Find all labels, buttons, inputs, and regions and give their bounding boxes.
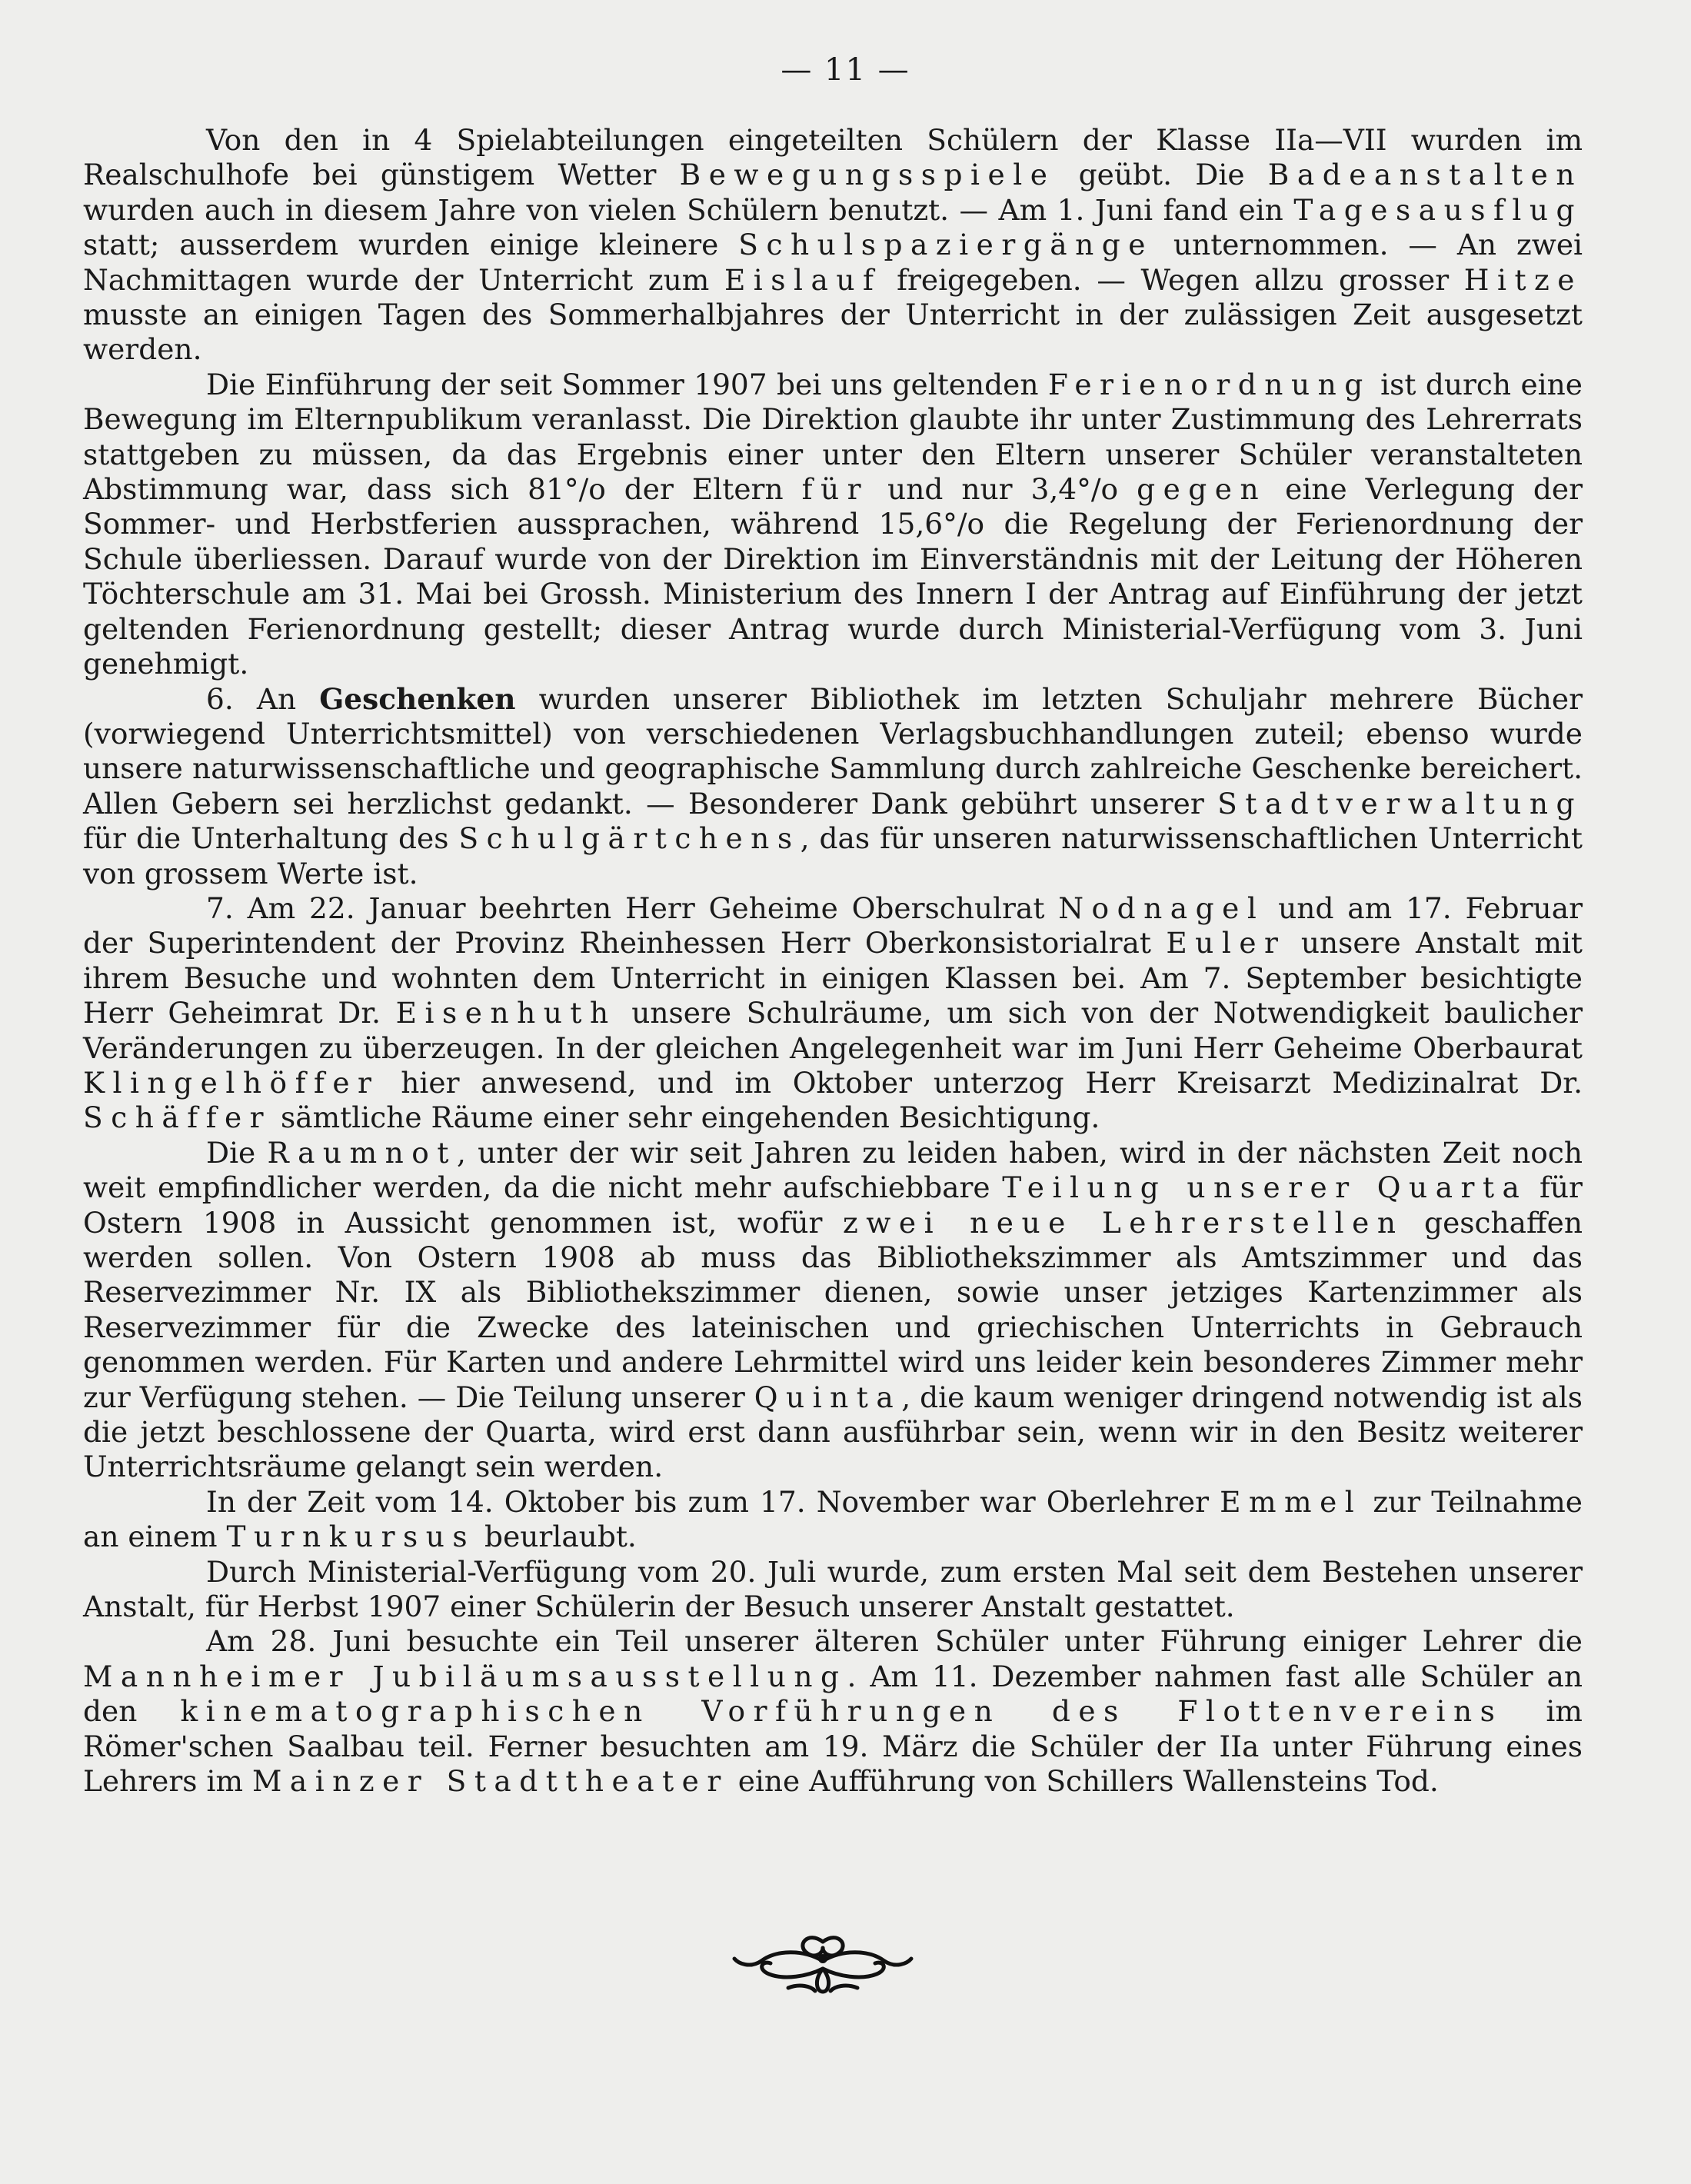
text-run: Am 28. Juni besuchte ein Teil unserer älteren Schüler unter Führung einiger Lehrer die — [206, 1624, 1583, 1659]
text-run: musste an einigen Tagen des Sommerhalbjahres der Unterricht in der zulässigen Zeit ausgesetzt werden. — [83, 298, 1583, 367]
page-number: — 11 — — [781, 52, 910, 88]
text-run: unsere Anstalt mit ihrem Besuche und wohnten dem Unterricht in einigen Klassen bei. Am 7. September besichtigte Herr Geheimrat Dr. — [83, 926, 1583, 1030]
spaced-emphasis: Schulgärtchens — [458, 821, 801, 856]
spaced-emphasis: Schulspaziergänge — [738, 228, 1153, 262]
text-run: Die — [206, 1135, 268, 1170]
text-run: für Ostern 1908 in Aussicht genommen ist, wofür — [83, 1170, 1583, 1240]
text-run: wurden unserer Bibliothek im letzten Schuljahr mehrere Bücher (vorwiegend Unterrichtsmittel) von verschiedenen Verlagsbuchhandlungen zuteil; ebenso wurde unsere naturwissenschaftliche und geographische Sammlung durch zahlreiche Geschenke bereichert. Allen Gebern sei herzlichst gedankt. — Besonderer Dank gebührt unserer — [83, 681, 1583, 821]
spaced-emphasis: Hitze — [1463, 262, 1583, 297]
spaced-emphasis: Euler — [1166, 926, 1287, 960]
text-run: . Am 11. Dezember nahmen fast alle Schüler an den — [83, 1659, 1583, 1729]
text-run: wurden auch in diesem Jahre von vielen Schülern benutzt. — Am 1. Juni fand ein — [83, 192, 1294, 227]
text-run: Von den in 4 Spielabteilungen eingeteilten Schülern der Klasse IIa—VII wurden im Realschulhofe bei günstigem Wetter — [83, 123, 1583, 192]
spaced-emphasis: Turnkursus — [226, 1520, 476, 1554]
spaced-emphasis: kinematographischen Vorführungen des Flottenvereins — [180, 1694, 1503, 1729]
text-run: 7. Am 22. Januar beehrten Herr Geheime Oberschulrat — [206, 891, 1059, 925]
spaced-emphasis: Bewegungsspiele — [679, 158, 1056, 192]
text-run: für die Unterhaltung des — [83, 821, 459, 856]
spaced-emphasis: Klingelhöffer — [83, 1065, 380, 1100]
paragraph — [83, 1624, 1583, 1799]
spaced-emphasis: Mannheimer Jubiläumsausstellung — [83, 1659, 847, 1693]
spaced-emphasis: Emmel — [1220, 1484, 1363, 1519]
paragraph — [83, 123, 1583, 368]
spaced-emphasis: Mainzer Stadttheater — [251, 1764, 729, 1799]
text-run: In der Zeit vom 14. Oktober bis zum 17. November war Oberlehrer — [206, 1484, 1220, 1519]
text-run: 6. An — [206, 681, 320, 716]
text-run: und nur 3,4°/o — [869, 472, 1137, 507]
text-run: und am 17. Februar der Superintendent der Provinz Rheinhessen Herr Oberkonsistorialrat — [83, 891, 1583, 960]
paragraph — [83, 1485, 1583, 1555]
spaced-emphasis: gegen — [1137, 472, 1267, 507]
text-run: freigegeben. — Wegen allzu grosser — [881, 262, 1464, 297]
text-run: , unter der wir seit Jahren zu leiden haben, wird in der nächsten Zeit noch weit empfindlicher werden, da die nicht mehr aufschiebbare — [83, 1135, 1583, 1205]
text-run: unsere Schulräume, um sich von der Notwendigkeit baulicher Veränderungen zu überzeugen. In der gleichen Angelegenheit war im Juni Herr Geheime Oberbaurat — [83, 996, 1583, 1065]
spaced-emphasis: Raumnot — [267, 1135, 457, 1170]
body-text — [83, 123, 1583, 1799]
spaced-emphasis: Eislauf — [724, 262, 882, 297]
text-run: zur Teilnahme an einem — [83, 1484, 1583, 1554]
paragraph — [83, 1136, 1583, 1485]
bold-emphasis: Geschenken — [319, 681, 516, 716]
spaced-emphasis: Schäffer — [83, 1100, 272, 1135]
text-run: sämtliche Räume einer sehr eingehenden Besichtigung. — [271, 1100, 1100, 1135]
spaced-emphasis: Badeanstalten — [1267, 158, 1583, 192]
text-run: , das für unseren naturwissenschaftlichen Unterricht von grossem Werte ist. — [83, 821, 1583, 891]
spaced-emphasis: Quinta — [754, 1380, 902, 1414]
text-run: geschaffen werden sollen. Von Ostern 1908 ab muss das Bibliothekszimmer als Amtszimmer und das Reservezimmer Nr. IX als Bibliothekszimmer dienen, sowie unser jetziges Kartenzimmer als Reservezimmer für die Zwecke des lateinischen und griechischen Unterrichts in Gebrauch genommen werden. Für Karten und andere Lehrmittel wird uns leider kein besonderes Zimmer mehr zur Verfügung stehen. — Die Teilung unserer — [83, 1205, 1583, 1414]
text-run: im Römer'schen Saalbau teil. Ferner besuchten am 19. März die Schüler der IIa unter Führung eines Lehrers im — [83, 1694, 1583, 1799]
spaced-emphasis: Tagesausflug — [1293, 192, 1583, 227]
paragraph — [83, 682, 1583, 891]
text-run: Die Einführung der seit Sommer 1907 bei uns geltenden — [206, 367, 1048, 401]
text-run: eine Verlegung der Sommer- und Herbstferien aussprachen, während 15,6°/o die Regelung der Ferienordnung der Schule überliessen. Darauf wurde von der Direktion im Einverständnis mit der Leitung der Höheren Töchterschule am 31. Mai bei Grossh. Ministerium des Innern I der Antrag auf Einführung der jetzt geltenden Ferienordnung gestellt; dieser Antrag wurde durch Ministerial-Verfügung vom 3. Juni genehmigt. — [83, 472, 1583, 681]
flourish-ornament-icon — [731, 1926, 915, 1996]
spaced-emphasis: für — [801, 472, 870, 507]
paragraph — [83, 891, 1583, 1136]
text-run: ist durch eine Bewegung im Elternpublikum veranlasst. Die Direktion glaubte ihr unter Zustimmung des Lehrerrats stattgeben zu müssen, da das Ergebnis einer unter den Eltern unserer Schüler veranstalteten Abstimmung war, dass sich 81°/o der Eltern — [83, 367, 1583, 507]
spaced-emphasis: Stadtverwaltung — [1217, 786, 1583, 821]
text-run: geübt. Die — [1055, 158, 1268, 192]
spaced-emphasis: Teilung unserer Quarta — [1002, 1170, 1528, 1205]
text-run: , die kaum weniger dringend notwendig ist als die jetzt beschlossene der Quarta, wird erst dann ausführbar sein, wenn wir in den Besitz weiterer Unterrichtsräume gelangt sein werden. — [83, 1380, 1583, 1484]
spaced-emphasis: zwei neue Lehrerstellen — [843, 1205, 1404, 1240]
text-run: unternommen. — An zwei Nachmittagen wurde der Unterricht zum — [83, 228, 1583, 297]
spaced-emphasis: Nodnagel — [1058, 891, 1265, 925]
paragraph — [83, 368, 1583, 682]
paragraph — [83, 1555, 1583, 1625]
text-run: Durch Ministerial-Verfügung vom 20. Juli wurde, zum ersten Mal seit dem Bestehen unserer Anstalt, für Herbst 1907 einer Schülerin der Besuch unserer Anstalt gestattet. — [83, 1554, 1583, 1624]
text-run: statt; ausserdem wurden einige kleinere — [83, 228, 739, 262]
text-run: hier anwesend, und im Oktober unterzog Herr Kreisarzt Medizinalrat Dr. — [379, 1065, 1583, 1100]
spaced-emphasis: Eisenhuth — [395, 996, 617, 1030]
text-run: beurlaubt. — [475, 1520, 637, 1554]
text-run: eine Aufführung von Schillers Wallensteins Tod. — [728, 1764, 1439, 1799]
spaced-emphasis: Ferienordnung — [1047, 367, 1371, 401]
